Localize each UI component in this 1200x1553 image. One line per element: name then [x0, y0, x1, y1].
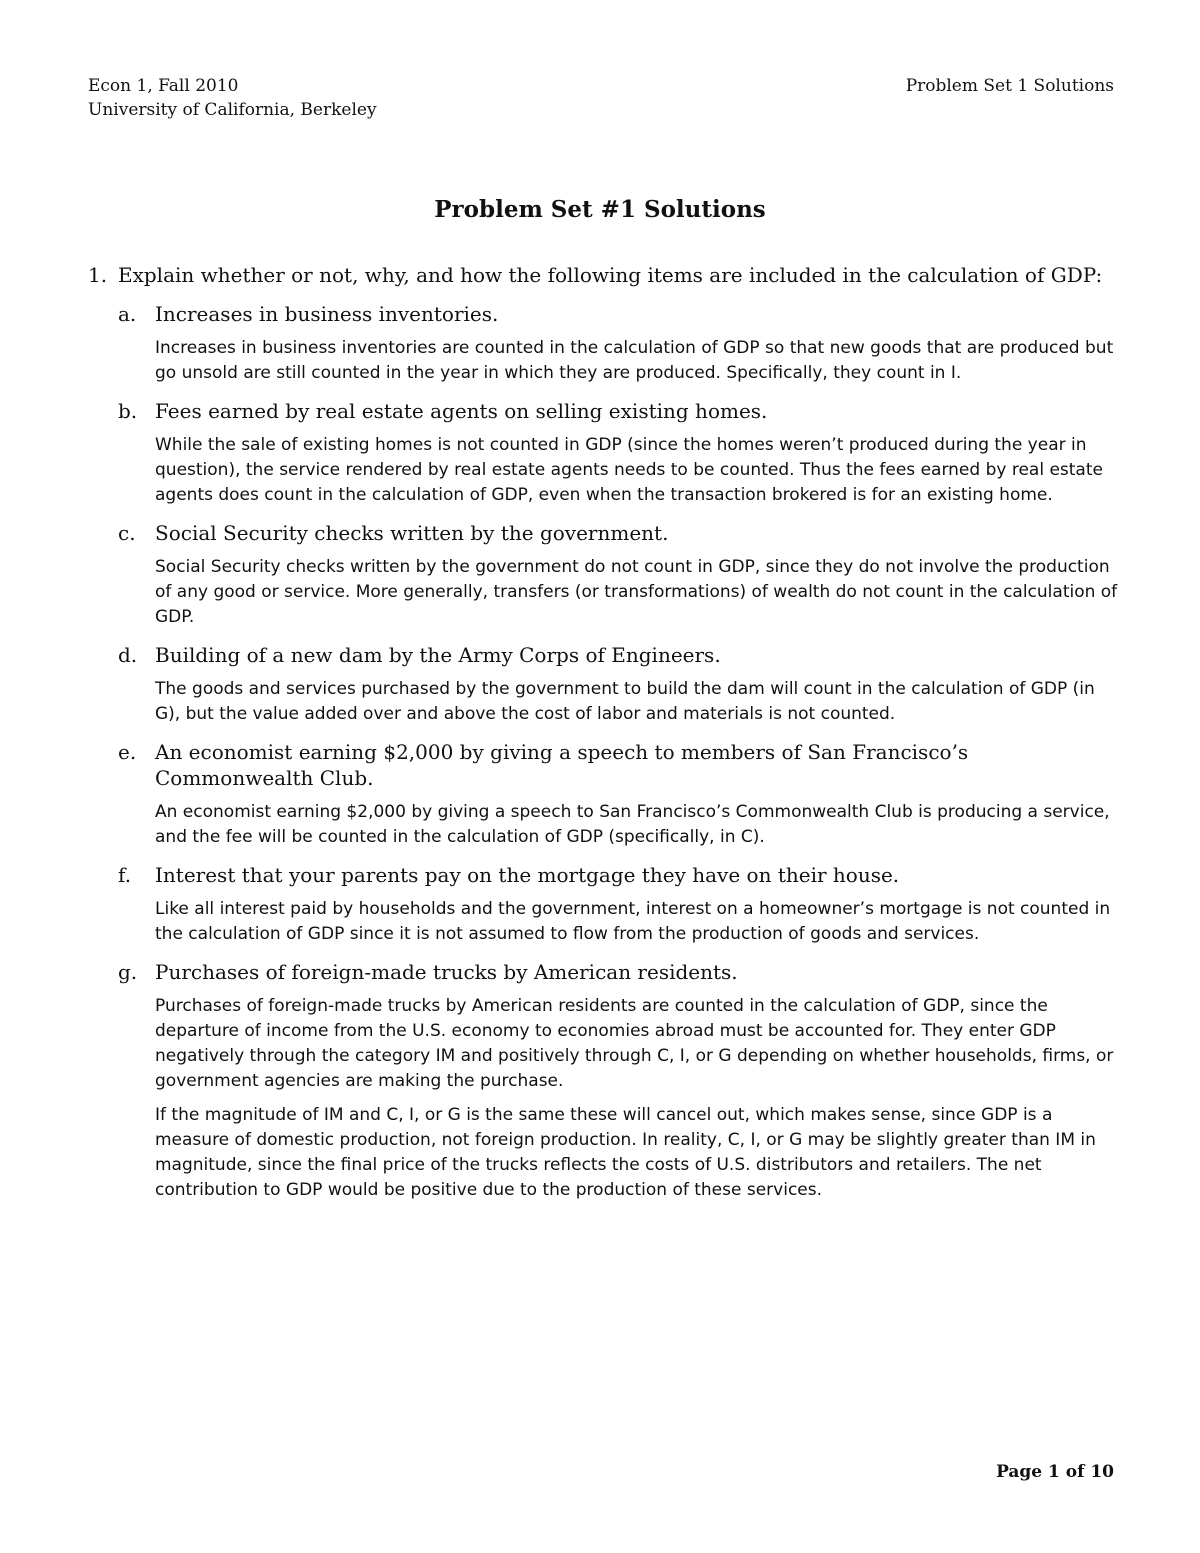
item-answer: [155, 897, 1118, 947]
item-answer: [155, 336, 1118, 386]
list-item: [118, 862, 1118, 947]
item-letter: b.: [118, 399, 138, 423]
header-left: [88, 74, 377, 122]
item-prompt: Purchases of foreign-made trucks by American residents.: [155, 960, 738, 984]
header-right: [906, 74, 1114, 98]
item-prompt-row: [118, 739, 1118, 791]
item-answer: [155, 433, 1118, 508]
item-prompt: An economist earning $2,000 by giving a speech to members of San Francisco’s Commonwealth Club.: [155, 740, 969, 790]
list-item: [118, 301, 1118, 386]
item-letter: d.: [118, 643, 138, 667]
item-answer: [155, 800, 1118, 850]
item-answer: [155, 555, 1118, 630]
item-prompt: Fees earned by real estate agents on selling existing homes.: [155, 399, 768, 423]
list-item: [118, 398, 1118, 508]
item-prompt: Interest that your parents pay on the mortgage they have on their house.: [155, 863, 900, 887]
answer-paragraph: Like all interest paid by households and the government, interest on a homeowner’s mortgage is not counted in the calculation of GDP since it is not assumed to flow from the production of goods and services.: [155, 899, 1111, 944]
university-label: University of California, Berkeley: [88, 100, 377, 120]
item-prompt: Social Security checks written by the government.: [155, 521, 669, 545]
page-number: Page 1 of 10: [996, 1462, 1114, 1482]
item-prompt: Increases in business inventories.: [155, 302, 499, 326]
question: [88, 262, 1118, 288]
item-letter: e.: [118, 740, 137, 764]
question-items: [88, 301, 1118, 1203]
answer-paragraph: If the magnitude of IM and C, I, or G is the same these will cancel out, which makes sense, since GDP is a measure of domestic production, not foreign production. In reality, C, I, or G may be slightly greater than IM in magnitude, since the final price of the trucks reflects the costs of U.S. distributors and retailers. The net contribution to GDP would be positive due to the production of these services.: [155, 1105, 1096, 1200]
list-item: [118, 959, 1118, 1203]
page-title: Problem Set #1 Solutions: [434, 196, 766, 223]
item-prompt-row: [118, 959, 1118, 985]
answer-paragraph: While the sale of existing homes is not counted in GDP (since the homes weren’t produced during the year in question), the service rendered by real estate agents needs to be counted. Thus the fees earned by real estate agents does count in the calculation of GDP, even when the transaction brokered is for an existing home.: [155, 435, 1103, 505]
item-letter: g.: [118, 960, 138, 984]
item-answer: [155, 994, 1118, 1203]
item-letter: c.: [118, 521, 136, 545]
course-label: Econ 1, Fall 2010: [88, 76, 239, 96]
item-letter: a.: [118, 302, 137, 326]
question-number: 1.: [88, 263, 108, 287]
item-prompt-row: [118, 301, 1118, 327]
answer-paragraph: The goods and services purchased by the government to build the dam will count in the calculation of GDP (in G), but the value added over and above the cost of labor and materials is not counted.: [155, 679, 1095, 724]
doc-label: Problem Set 1 Solutions: [905, 76, 1114, 96]
item-prompt: Building of a new dam by the Army Corps of Engineers.: [155, 643, 721, 667]
answer-paragraph: Purchases of foreign-made trucks by American residents are counted in the calculation of GDP, since the departure of income from the U.S. economy to economies abroad must be accounted for. They enter GDP negatively through the category IM and positively through C, I, or G depending on whether households, firms, or government agencies are making the purchase.: [155, 996, 1114, 1091]
answer-paragraph: An economist earning $2,000 by giving a speech to San Francisco’s Commonwealth Club is producing a service, and the fee will be counted in the calculation of GDP (specifically, in C).: [155, 802, 1110, 847]
item-prompt-row: [118, 862, 1118, 888]
list-item: [118, 642, 1118, 727]
item-prompt-row: [118, 520, 1118, 546]
problem-body: [88, 262, 1118, 1215]
item-answer: [155, 677, 1118, 727]
item-prompt-row: [118, 642, 1118, 668]
answer-paragraph: Social Security checks written by the government do not count in GDP, since they do not involve the production of any good or service. More generally, transfers (or transformations) of wealth do not count in the calculation of GDP.: [155, 557, 1118, 627]
item-letter: f.: [118, 863, 132, 887]
list-item: [118, 520, 1118, 630]
list-item: [118, 739, 1118, 850]
item-prompt-row: [118, 398, 1118, 424]
answer-paragraph: Increases in business inventories are counted in the calculation of GDP so that new goods that are produced but go unsold are still counted in the year in which they are produced. Specifically, they count in I.: [155, 338, 1114, 383]
question-text: Explain whether or not, why, and how the following items are included in the calculation of GDP:: [118, 263, 1103, 287]
